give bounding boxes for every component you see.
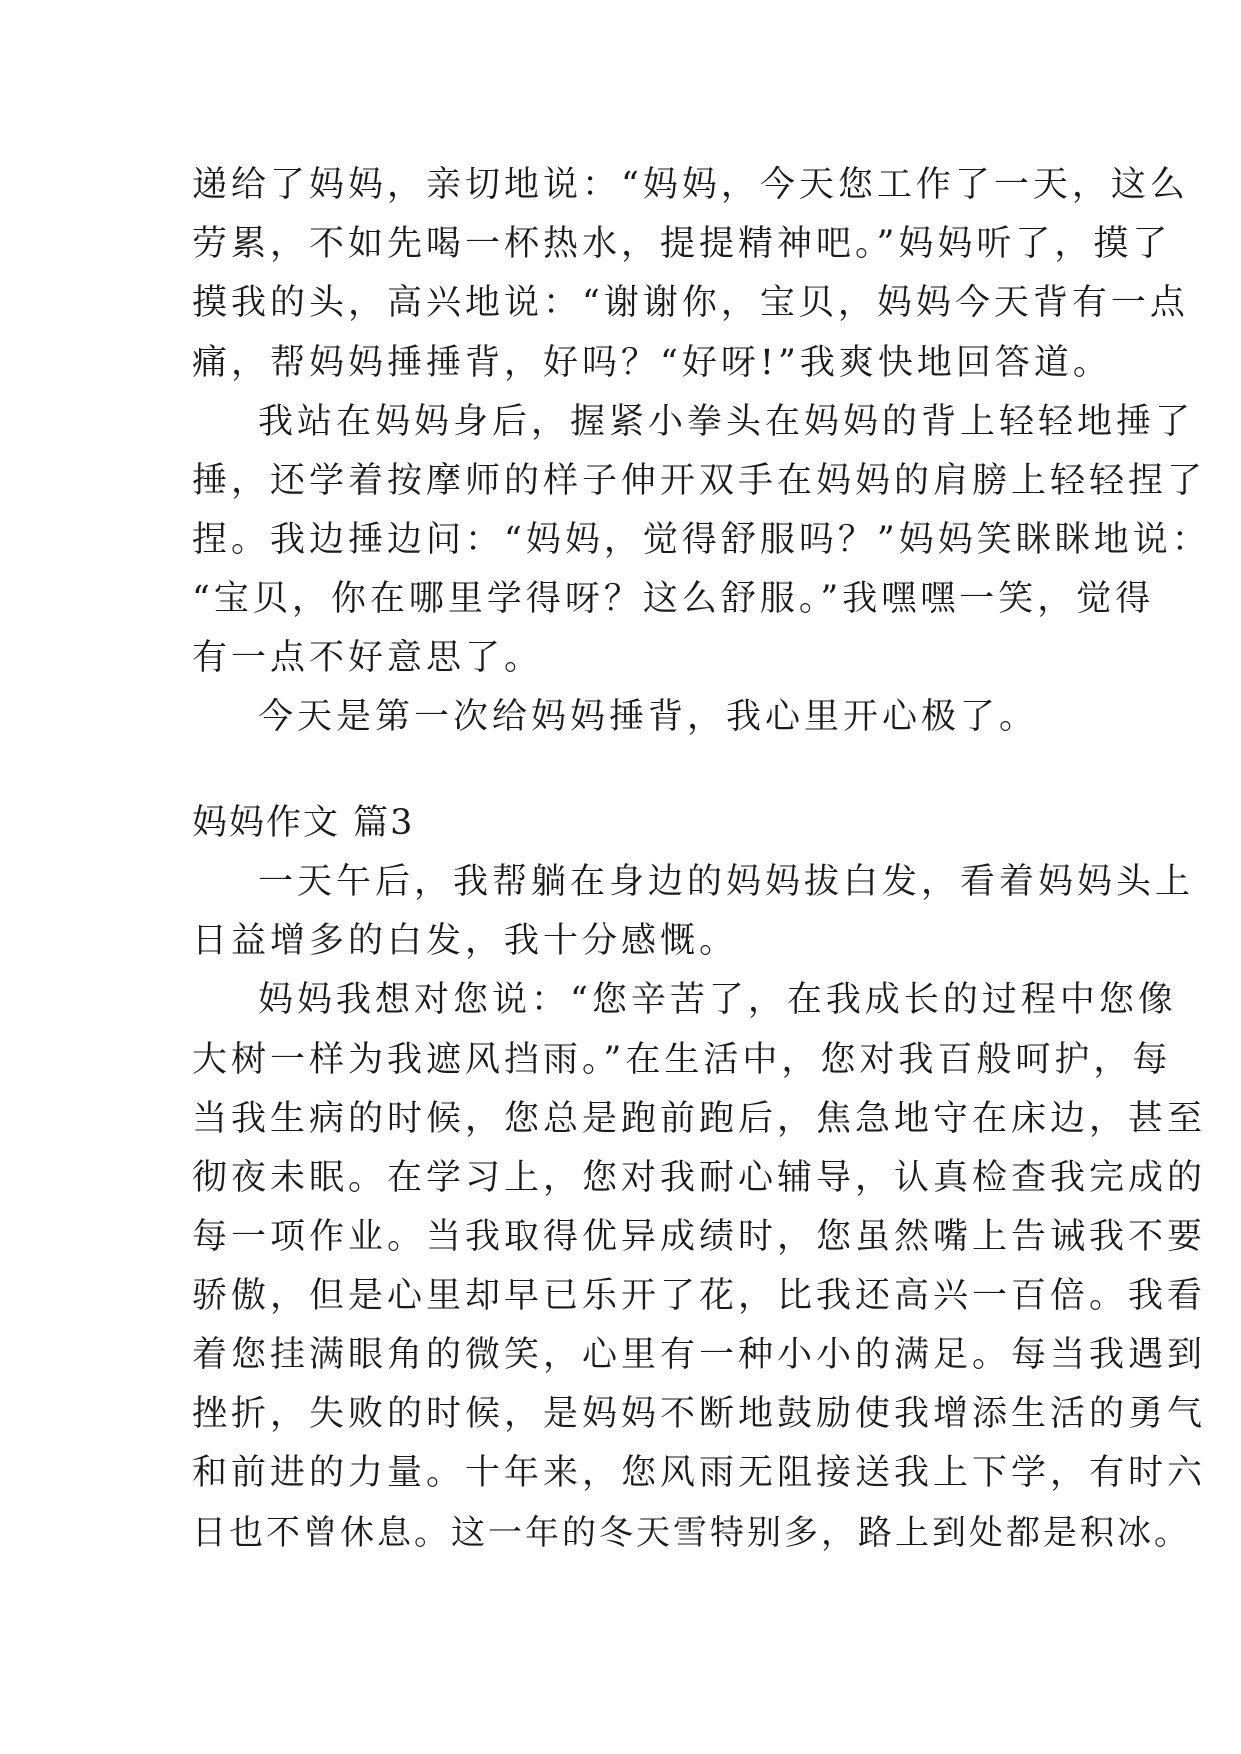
text-line: 递给了妈妈，亲切地说：“妈妈，今天您工作了一天，这么 xyxy=(192,165,1189,205)
text-line: 日益增多的白发，我十分感慨。 xyxy=(192,921,739,961)
text-line: 挫折，失败的时候，是妈妈不断地鼓励使我增添生活的勇气 xyxy=(192,1394,1207,1434)
text-line: 彻夜未眠。在学习上，您对我耐心辅导，认真检查我完成的 xyxy=(192,1158,1207,1198)
text-line: 妈妈我想对您说：“您辛苦了，在我成长的过程中您像 xyxy=(258,980,1177,1020)
text-line: 捏。我边捶边问：“妈妈，觉得舒服吗？”妈妈笑眯眯地说： xyxy=(192,520,1211,560)
section-heading: 妈妈作文 篇3 xyxy=(192,803,415,843)
text-line: 当我生病的时候，您总是跑前跑后，焦急地守在床边，甚至 xyxy=(192,1099,1207,1139)
text-line: 着您挂满眼角的微笑，心里有一种小小的满足。每当我遇到 xyxy=(192,1335,1207,1375)
text-line: 摸我的头，高兴地说：“谢谢你，宝贝，妈妈今天背有一点 xyxy=(192,283,1189,323)
text-line: 一天午后，我帮躺在身边的妈妈拔白发，看着妈妈头上 xyxy=(258,862,1195,902)
text-line: 痛，帮妈妈捶捶背，好吗？“好呀!”我爽快地回答道。 xyxy=(192,343,1112,383)
text-line: 日也不曾休息。这一年的冬天雪特别多，路上到处都是积冰。 xyxy=(192,1513,1191,1553)
text-line: 大树一样为我遮风挡雨。”在生活中，您对我百般呵护，每 xyxy=(192,1040,1172,1080)
text-line: 我站在妈妈身后，握紧小拳头在妈妈的背上轻轻地捶了 xyxy=(258,402,1195,442)
text-line: 今天是第一次给妈妈捶背，我心里开心极了。 xyxy=(258,697,1039,737)
text-line: 劳累，不如先喝一杯热水，提提精神吧。”妈妈听了，摸了 xyxy=(192,224,1172,264)
text-line: 捶，还学着按摩师的样子伸开双手在妈妈的肩膀上轻轻捏了 xyxy=(192,461,1207,501)
text-line: “宝贝，你在哪里学得呀？这么舒服。”我嘿嘿一笑，觉得 xyxy=(192,579,1155,619)
text-line: 和前进的力量。十年来，您风雨无阻接送我上下学，有时六 xyxy=(192,1453,1207,1493)
text-line: 骄傲，但是心里却早已乐开了花，比我还高兴一百倍。我看 xyxy=(192,1276,1207,1316)
text-line: 每一项作业。当我取得优异成绩时，您虽然嘴上告诫我不要 xyxy=(192,1217,1207,1257)
text-line: 有一点不好意思了。 xyxy=(192,638,544,678)
